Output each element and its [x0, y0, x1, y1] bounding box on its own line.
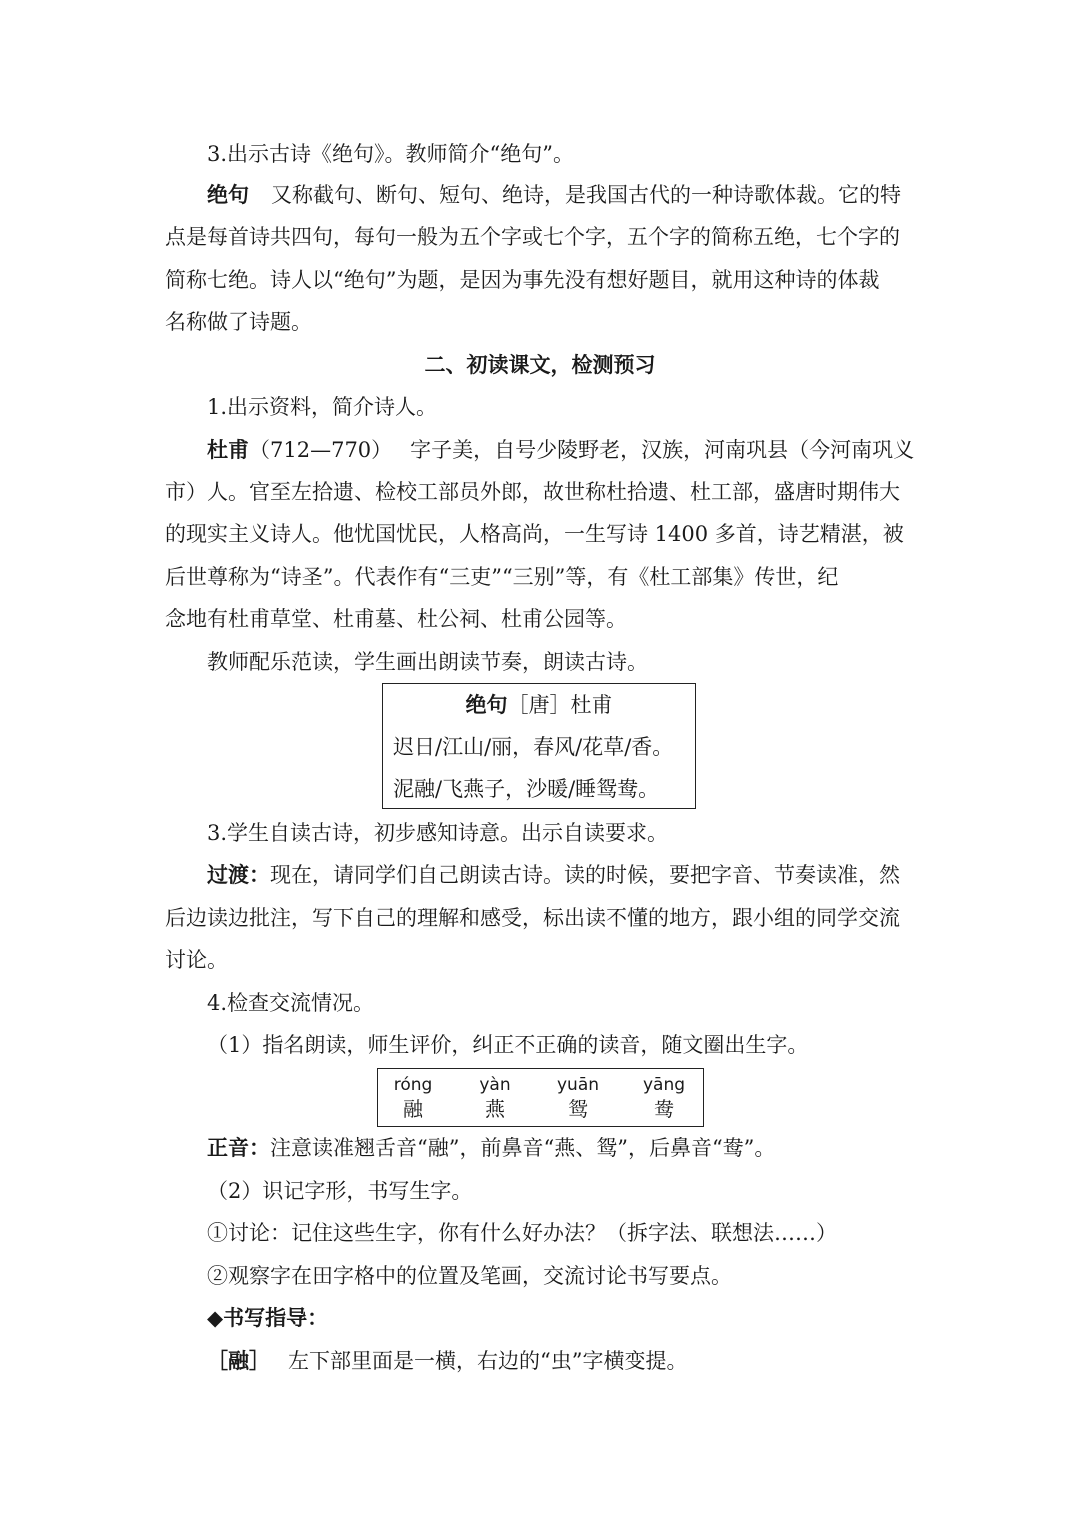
zhengyin-line: [207, 1133, 775, 1163]
dufu-bio-line-4: 后世尊称为“诗圣”。代表作有“三吏”“三别”等，有《杜工部集》传世，纪: [165, 565, 839, 589]
char-hanzi: 鸯: [654, 1097, 674, 1121]
writing-guide-heading: ◆书写指导：: [207, 1305, 329, 1330]
char-pinyin: róng: [393, 1075, 433, 1095]
rong-text: 左下部里面是一横，右边的“虫”字横变提。: [288, 1349, 688, 1373]
jueju-definition-line-4: 名称做了诗题。: [165, 310, 312, 334]
zhengyin-text: 注意读准翘舌音“融”，前鼻音“燕、鸳”，后鼻音“鸯”。: [270, 1136, 776, 1160]
step-3-self-read: 3.学生自读古诗，初步感知诗意。出示自读要求。: [207, 821, 669, 845]
poem-box: [382, 683, 696, 809]
jueju-definition-line-3: 简称七绝。诗人以“绝句”为题，是因为事先没有想好题目，就用这种诗的体裁: [165, 268, 880, 292]
step-4-check: 4.检查交流情况。: [207, 991, 375, 1015]
jueju-definition-line-1: [207, 180, 901, 210]
new-characters-box: [377, 1068, 704, 1127]
char-cell: [378, 1073, 448, 1121]
char-pinyin: yuān: [556, 1075, 600, 1095]
transition-line-3: 讨论。: [165, 948, 228, 972]
dufu-term: 杜甫: [207, 437, 249, 462]
poem-title-line: [383, 690, 695, 720]
rong-writing-tip: [207, 1346, 687, 1376]
poem-line-1: 迟日/江山/丽，春风/花草/香。: [393, 735, 674, 759]
rong-term: ［融］: [207, 1348, 270, 1373]
jueju-term: 绝句: [207, 182, 249, 207]
char-cell: [460, 1073, 530, 1121]
teacher-read-instruction: 教师配乐范读，学生画出朗读节奏，朗读古诗。: [207, 650, 648, 674]
dufu-bio-line-3: 的现实主义诗人。他忧国忧民，人格高尚，一生写诗 1400 多首，诗艺精湛，被: [165, 522, 904, 546]
section-heading: 二、初读课文，检测预习: [424, 352, 656, 377]
transition-text-1: 现在，请同学们自己朗读古诗。读的时候，要把字音、节奏读准，然: [270, 863, 900, 887]
dufu-bio-line-2: 市）人。官至左拾遗、检校工部员外郎，故世称杜拾遗、杜工部，盛唐时期伟大: [165, 480, 900, 504]
dufu-text-1: 字子美，自号少陵野老，汉族，河南巩县（今河南巩义: [410, 438, 915, 462]
char-pinyin: yàn: [479, 1075, 511, 1095]
dufu-years: （712—770）: [249, 438, 393, 462]
step-3-show-poem: 3.出示古诗《绝句》。教师简介“绝句”。: [207, 142, 575, 166]
discussion-2: ②观察字在田字格中的位置及笔画，交流讨论书写要点。: [207, 1264, 732, 1288]
dufu-bio-line-1: [207, 435, 914, 465]
discussion-1: ①讨论：记住这些生字，你有什么好办法？（拆字法、联想法……）: [207, 1221, 837, 1245]
poem-line-2: 泥融/飞燕子，沙暖/睡鸳鸯。: [393, 777, 660, 801]
char-hanzi: 燕: [485, 1097, 505, 1121]
dufu-bio-line-5: 念地有杜甫草堂、杜甫墓、杜公祠、杜甫公园等。: [165, 607, 627, 631]
char-pinyin: yāng: [642, 1075, 686, 1095]
char-hanzi: 鸳: [568, 1097, 588, 1121]
transition-term: 过渡：: [207, 862, 270, 887]
poem-title: 绝句: [465, 692, 508, 717]
sub-step-1-read-aloud: （1）指名朗读，师生评价，纠正不正确的读音，随文圈出生字。: [207, 1033, 809, 1057]
jueju-definition-line-2: 点是每首诗共四句，每句一般为五个字或七个字，五个字的简称五绝，七个字的: [165, 225, 900, 249]
char-cell: [629, 1073, 699, 1121]
char-cell: [543, 1073, 613, 1121]
zhengyin-term: 正音：: [207, 1135, 270, 1160]
poem-dynasty-author: ［唐］杜甫: [507, 693, 613, 717]
step-1-show-material: 1.出示资料，简介诗人。: [207, 395, 438, 419]
transition-line-1: [207, 860, 900, 890]
jueju-text-1: 又称截句、断句、短句、绝诗，是我国古代的一种诗歌体裁。它的特: [271, 183, 901, 207]
transition-line-2: 后边读边批注，写下自己的理解和感受，标出读不懂的地方，跟小组的同学交流: [165, 906, 900, 930]
char-hanzi: 融: [403, 1097, 423, 1121]
sub-step-2-character-form: （2）识记字形，书写生字。: [207, 1179, 473, 1203]
